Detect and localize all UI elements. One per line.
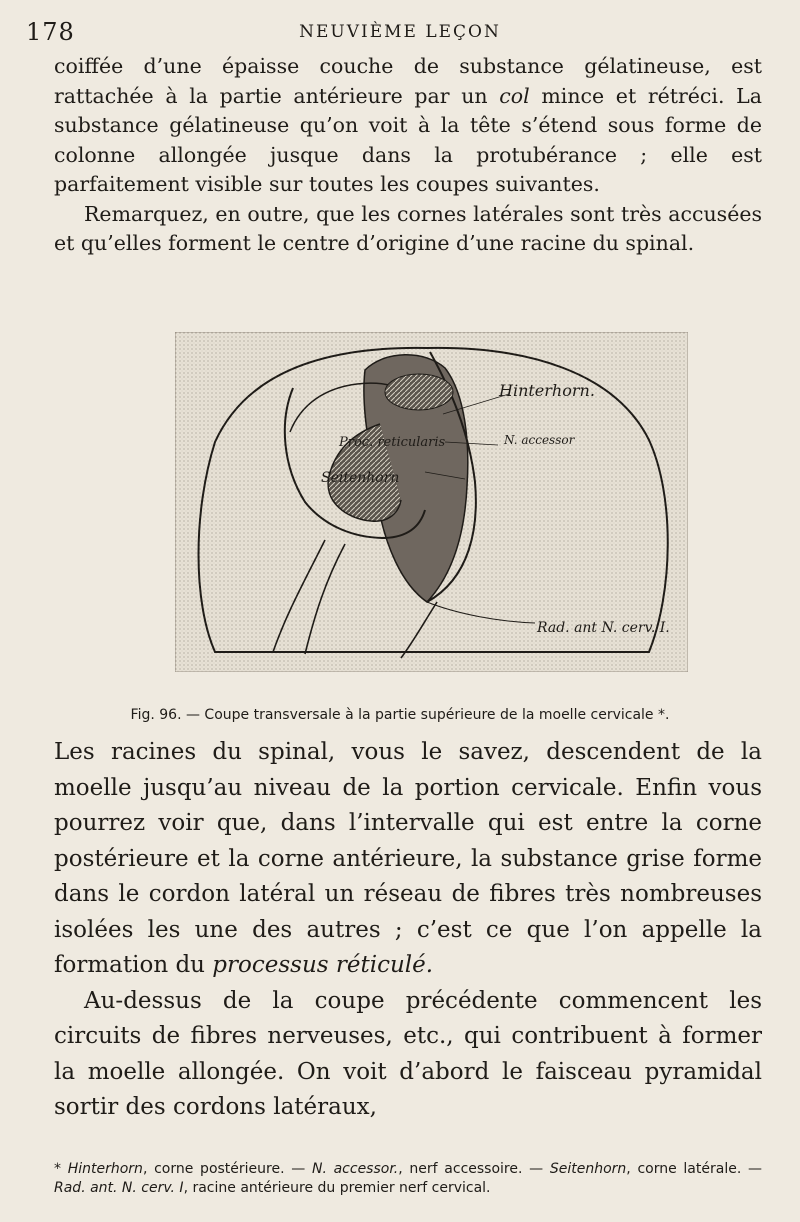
- paragraph-1-part-3: mince et rétréci. La substance gélatineuse qu’on voit à la tête s’étend sous forme de colonne allongée jusque dans la protubérance ; elle est parfaitement visible sur toutes les coupes suivantes.: [54, 83, 762, 196]
- footnote-text-4: , racine antérieure du premier nerf cervical.: [183, 1180, 491, 1196]
- footnote-text-1: , corne postérieure. —: [142, 1161, 312, 1177]
- paragraph-3: [54, 735, 762, 984]
- caption-text: — Coupe transversale à la partie supérieure de la moelle cervicale *.: [181, 707, 670, 723]
- page-number: 178: [26, 18, 75, 46]
- label-proc-reticularis: Proc. reticularis: [339, 435, 446, 450]
- label-hinterhorn: Hinterhorn.: [499, 381, 595, 400]
- footnote-text-3: , corne latérale. —: [626, 1161, 762, 1177]
- posterior-horn-shading: [385, 374, 453, 410]
- paragraph-1-italic-col: col: [499, 83, 530, 108]
- paragraph-4: [54, 984, 762, 1126]
- paragraph-3-text: Les racines du spinal, vous le savez, descendent de la moelle jusqu’au niveau de la portion cervicale. Enfin vous pourrez voir que, dans l’intervalle qui est entre la corne postérieure et la corne antérieure, la substance grise forme dans le cordon latéral un réseau de fibres très nombreuses isolées les une des autres ; c’est ce que l’on appelle la formation du: [54, 739, 762, 978]
- body-text-top: [54, 52, 762, 259]
- label-seitenhorn: Seitenhorn: [321, 470, 400, 486]
- footnote-rad-ant: Rad. ant. N. cerv. I: [54, 1180, 184, 1196]
- running-head: NEUVIÈME LEÇON: [299, 22, 501, 42]
- running-header: [26, 18, 774, 48]
- spinal-cord-section-illustration: [175, 332, 688, 672]
- footnote-hinterhorn: Hinterhorn: [67, 1161, 143, 1177]
- footnote-seitenhorn: Seitenhorn: [549, 1161, 627, 1177]
- paragraph-2-text: Remarquez, en outre, que les cornes latérales sont très accusées et qu’elles forment le centre d’origine d’une racine du spinal.: [54, 201, 762, 255]
- paragraph-3-italic: processus réticulé.: [212, 952, 434, 978]
- body-text-bottom: [54, 735, 762, 1126]
- label-rad-ant: Rad. ant N. cerv. I.: [537, 620, 670, 636]
- figure-caption: [40, 707, 760, 723]
- footnote-marker: *: [54, 1161, 68, 1177]
- figure-number: Fig. 96.: [130, 707, 182, 723]
- paragraph-2: [54, 200, 762, 259]
- paragraph-1-part-1: coiffée d’une épaisse couche de substance gélatineuse, est rattachée à la partie antérieure par un: [54, 54, 762, 108]
- footnote-text-2: , nerf accessoire. —: [398, 1161, 550, 1177]
- figure-96: [175, 332, 688, 672]
- footnote-accessor: N. accessor.: [311, 1161, 399, 1177]
- footnote: [54, 1160, 762, 1198]
- label-n-accessor: N. accessor: [504, 433, 575, 447]
- paragraph-1: [54, 52, 762, 200]
- paragraph-4-text: Au-dessus de la coupe précédente commencent les circuits de fibres nerveuses, etc., qui contribuent à former la moelle allongée. On voit d’abord le faisceau pyramidal sortir des cordons latéraux,: [54, 987, 762, 1120]
